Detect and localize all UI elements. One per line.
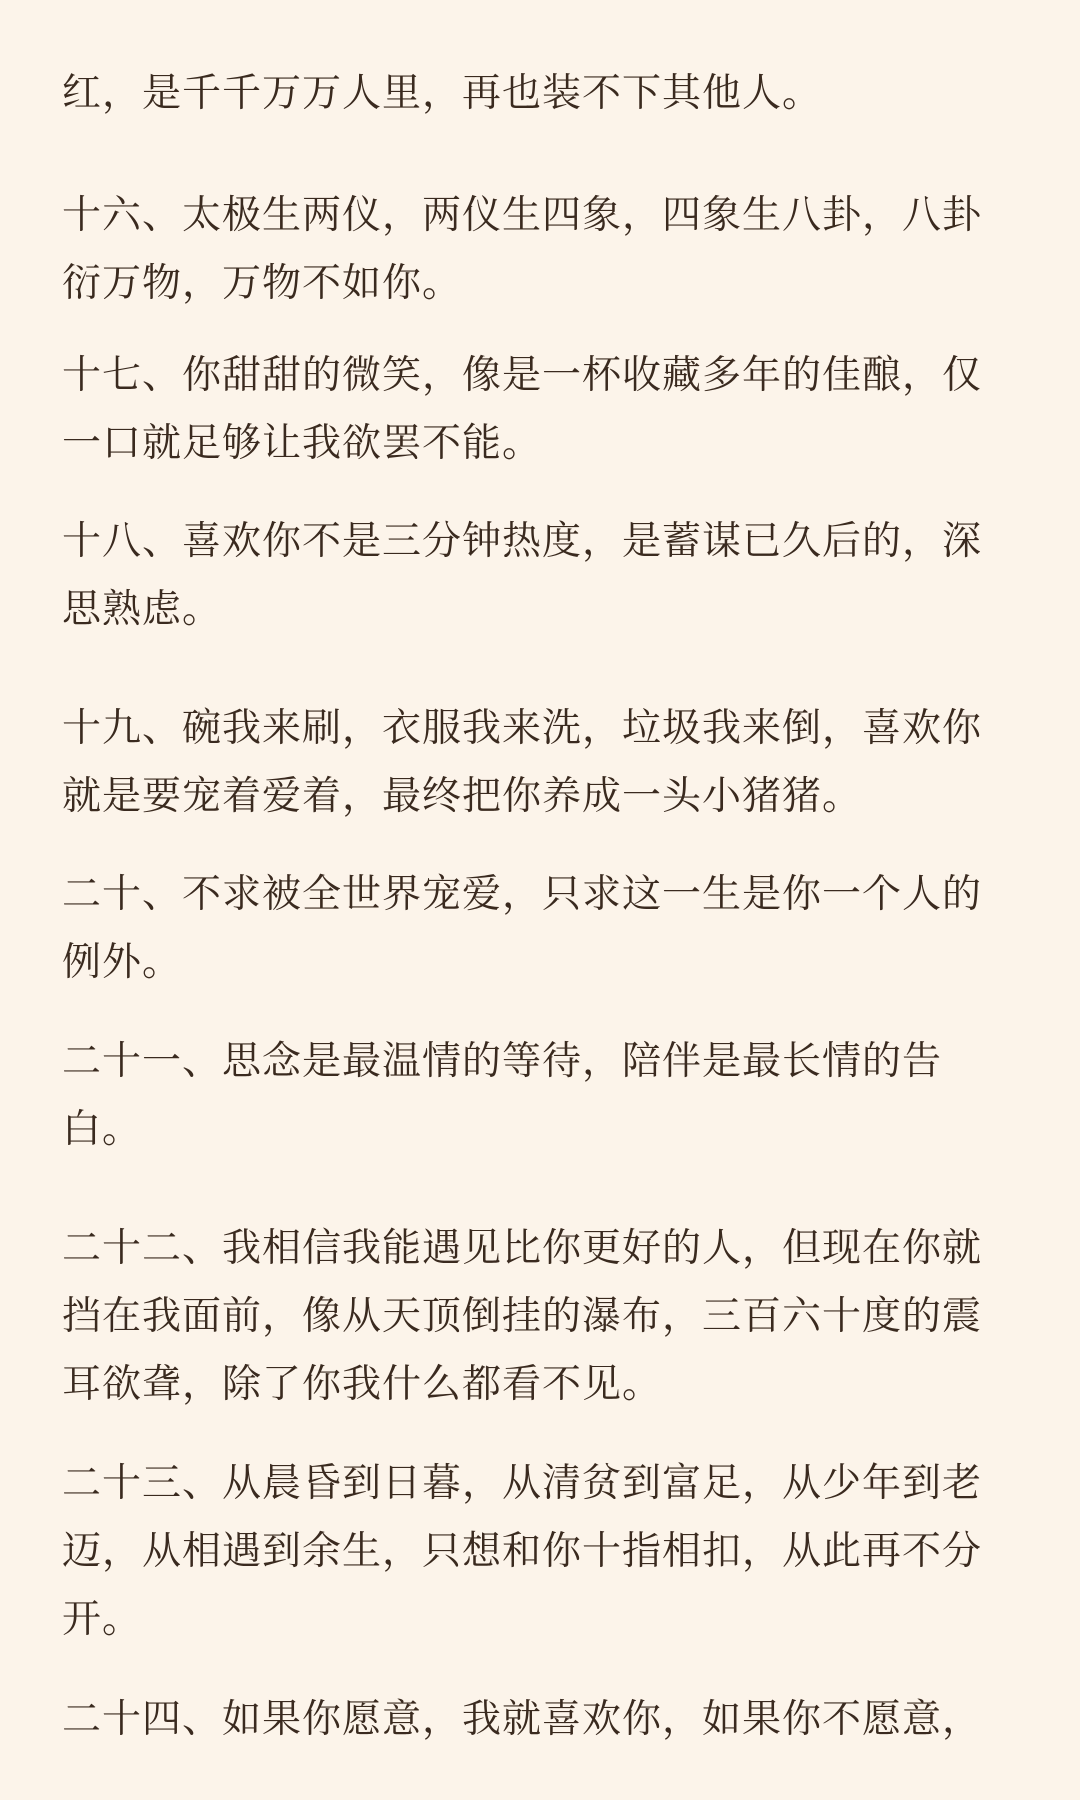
paragraph-continuation: 红，是千千万万人里，再也装不下其他人。 [62,71,823,116]
paragraph-17: 十七、你甜甜的微笑，像是一杯收藏多年的佳酿，仅一口就足够让我欲罢不能。 [62,353,983,466]
paragraph-18: 十八、喜欢你不是三分钟热度，是蓄谋已久后的，深思熟虑。 [62,519,983,632]
paragraph-19: 十九、碗我来刷，衣服我来洗，垃圾我来倒，喜欢你就是要宠着爱着，最终把你养成一头小猪猪。 [62,706,983,819]
paragraph-16: 十六、太极生两仪，两仪生四象，四象生八卦，八卦衍万物，万物不如你。 [62,193,983,306]
paragraph-24: 二十四、如果你愿意，我就喜欢你，如果你不愿意， [62,1697,983,1742]
paragraph-21: 二十一、思念是最温情的等待，陪伴是最长情的告白。 [62,1039,943,1152]
paragraph-23: 二十三、从晨昏到日暮，从清贫到富足，从少年到老迈，从相遇到余生，只想和你十指相扣，从此再不分开。 [62,1461,983,1642]
paragraph-22: 二十二、我相信我能遇见比你更好的人，但现在你就挡在我面前，像从天顶倒挂的瀑布，三百六十度的震耳欲聋，除了你我什么都看不见。 [62,1226,983,1407]
paragraph-20: 二十、不求被全世界宠爱，只求这一生是你一个人的例外。 [62,872,983,985]
